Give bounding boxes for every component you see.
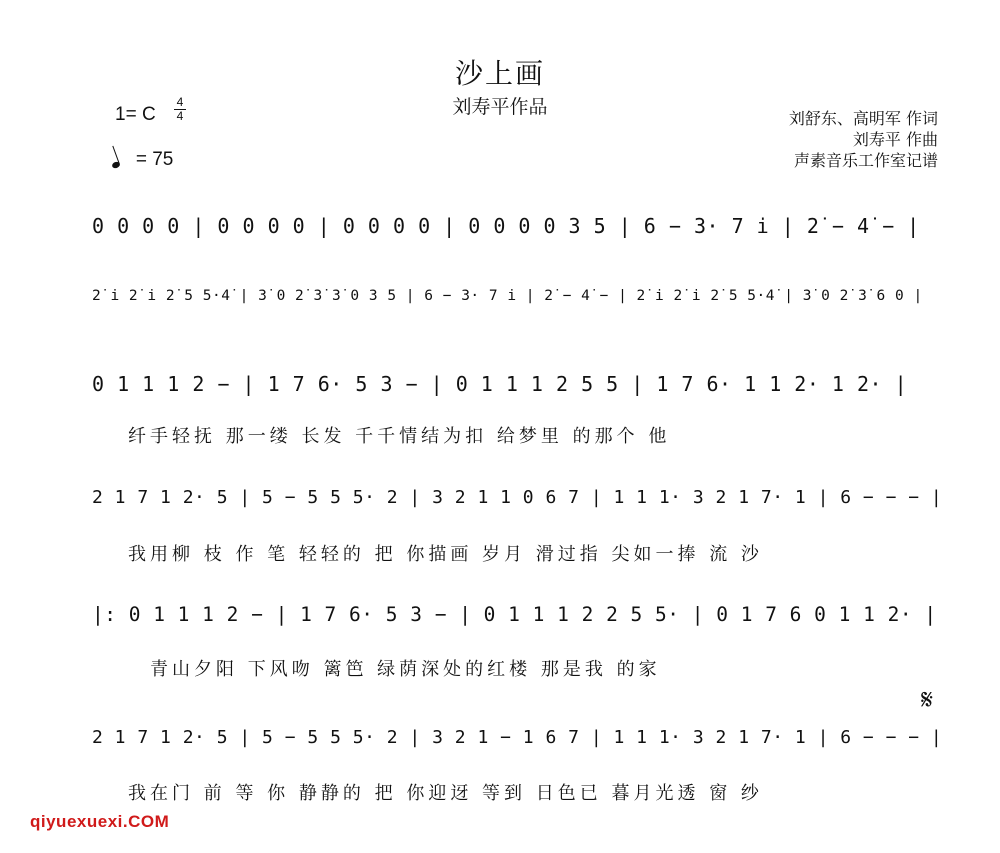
credit-lyricist: 刘舒东、高明军 作词	[788, 109, 938, 128]
site-watermark	[30, 812, 169, 832]
lyric-line-3: 青山夕阳 下风吻 篱笆 绿荫深处的红楼 那是我 的家	[150, 659, 661, 680]
song-title: 沙上画	[454, 57, 545, 90]
score-line-1: 0 0 0 0 | 0 0 0 0 | 0 0 0 0 | 0 0 0 0 3 5 | 6 − 3· 7 i | 2̇ − 4̇ − |	[92, 214, 920, 238]
score-line-6: 2 1 7 1 2· 5 | 5 − 5 5 5· 2 | 3 2 1 − 1 6 7 | 1 1 1· 3 2 1 7· 1 | 6 − − − |	[92, 727, 943, 748]
score-line-2: 2̇ i 2̇ i 2̇ 5 5·4̇ | 3̇ 0 2̇ 3̇ 3̇ 0 3 5 | 6 − 3· 7 i | 2̇ − 4̇ − | 2̇ i 2̇ i 2̇ 5 5·4̇ | 3̇ 0 2̇ 3̇ 6 0 |	[92, 288, 923, 304]
song-subtitle: 刘寿平作品	[452, 96, 548, 118]
score-line-4: 2 1 7 1 2· 5 | 5 − 5 5 5· 2 | 3 2 1 1 0 6 7 | 1 1 1· 3 2 1 7· 1 | 6 − − − |	[92, 487, 943, 508]
score-line-3: 0 1 1 1 2 − | 1 7 6· 5 3 − | 0 1 1 1 2 5 5 | 1 7 6· 1 1 2· 1 2· |	[92, 372, 908, 396]
tempo-value: = 75	[135, 149, 174, 170]
credits	[789, 108, 938, 171]
lyric-line-4: 我在门 前 等 你 静静的 把 你迎迓 等到 日色已 暮月光透 窗 纱	[128, 783, 763, 804]
quarter-note-icon	[111, 161, 121, 169]
key-signature: 1= C	[115, 104, 156, 125]
time-signature-bottom: 4	[176, 109, 184, 123]
watermark-text: qiyuexuexi.COM	[30, 812, 170, 831]
credit-composer: 刘寿平 作曲	[852, 130, 938, 149]
tempo-marking	[112, 149, 173, 171]
credit-transcriber: 声素音乐工作室记谱	[793, 151, 938, 170]
segno-icon: 𝄋	[921, 683, 934, 716]
score-line-5: |: 0 1 1 1 2 − | 1 7 6· 5 3 − | 0 1 1 1 2 2 5 5· | 0 1 7 6 0 1 1 2· |	[92, 603, 937, 626]
time-signature-top: 4	[176, 95, 184, 109]
lyric-line-2: 我用柳 枝 作 笔 轻轻的 把 你描画 岁月 滑过指 尖如一捧 流 沙	[128, 544, 763, 565]
time-signature	[172, 96, 188, 123]
lyric-line-1: 纤手轻抚 那一缕 长发 千千情结为扣 给梦里 的那个 他	[128, 426, 671, 447]
